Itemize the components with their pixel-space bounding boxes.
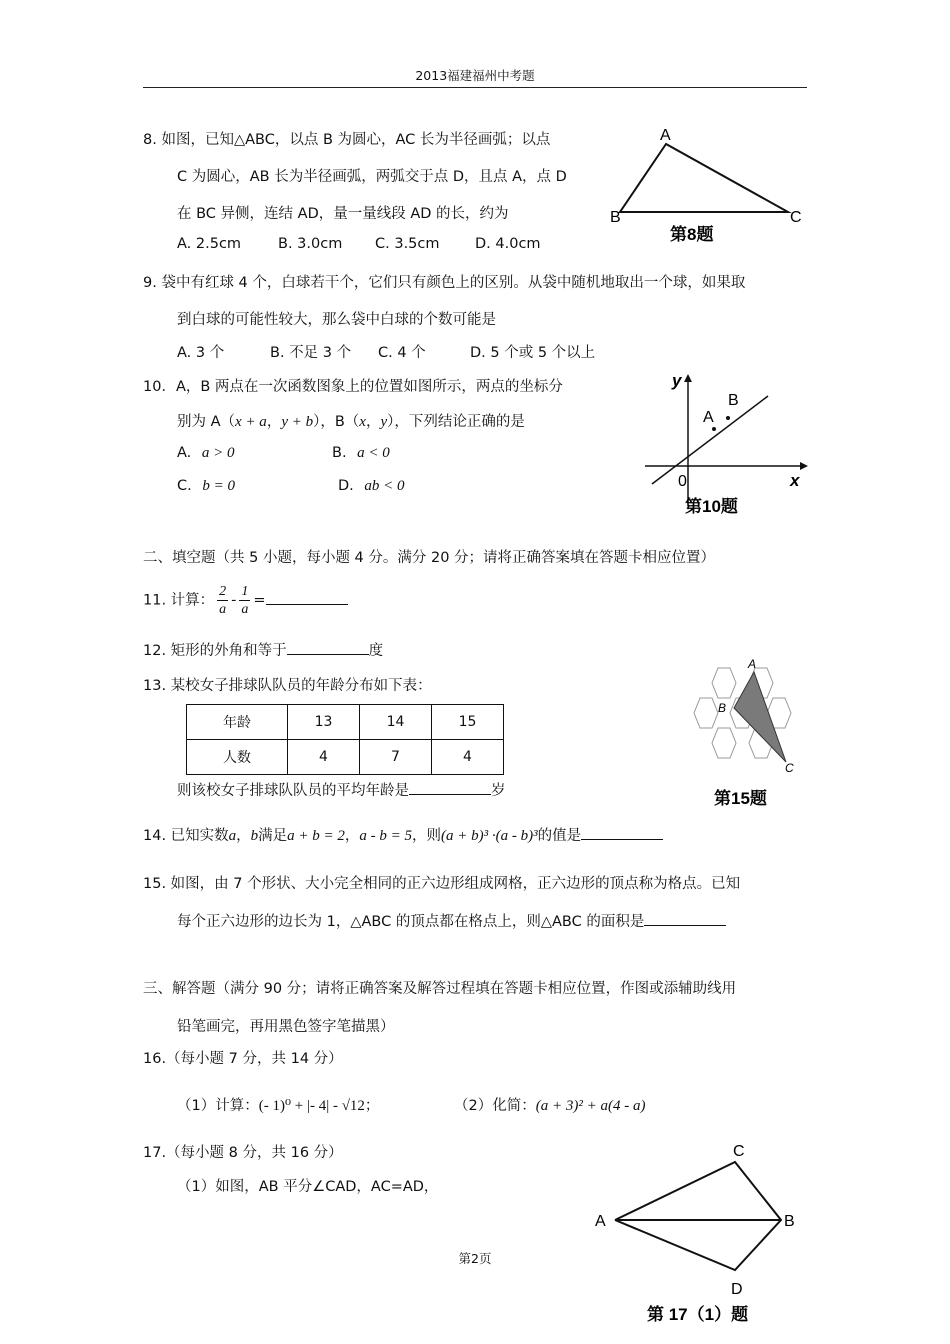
q11-label: 11. 计算：: [143, 592, 215, 609]
q17-part1: （1）如图，AB 平分∠CAD，AC=AD，: [177, 1179, 439, 1195]
q10-option-b-expr: a < 0: [357, 445, 390, 461]
point-b-label: B: [728, 392, 739, 409]
q14-sep: ，: [344, 828, 360, 844]
coord-a-y: y + b: [281, 414, 314, 430]
coord-comma: ，: [365, 414, 381, 430]
q8-figure: [600, 120, 820, 250]
q9-line2: 到白球的可能性较大，那么袋中白球的个数可能是: [177, 312, 496, 328]
q10-figure: [640, 366, 815, 521]
fraction-1-over-a: [239, 583, 250, 618]
table-header-cell: 人数: [187, 740, 288, 775]
table-cell: 4: [432, 740, 504, 775]
q8-option-d: D. 4.0cm: [475, 236, 541, 252]
q10-option-b-label: B.: [332, 445, 347, 461]
fraction-2-over-a: [217, 583, 228, 618]
table-cell: 13: [288, 705, 360, 740]
triangle-abc: [620, 144, 788, 212]
origin-label: 0: [678, 473, 687, 490]
table-cell: 15: [432, 705, 504, 740]
label-c: C: [733, 1143, 745, 1160]
q12: [143, 639, 383, 660]
q11-minus: -: [231, 592, 237, 609]
hexagon: [712, 668, 736, 698]
q13-question: 则该校女子排球队队员的平均年龄是: [177, 783, 409, 799]
figure-caption: 第8题: [670, 225, 714, 244]
table-row: [187, 705, 504, 740]
q16-part1-label: （1）计算：: [177, 1098, 259, 1114]
answer-blank: [266, 590, 348, 605]
q16-part2-label: （2）化简：: [454, 1098, 536, 1114]
q8-line2: C 为圆心，AB 长为半径画弧，两弧交于点 D，且点 A，点 D: [177, 169, 567, 185]
frac2-den: a: [241, 602, 249, 617]
q10-line2-post: ），下列结论正确的是: [387, 414, 525, 430]
label-a: A: [595, 1213, 606, 1230]
q9-option-b: B. 不足 3 个: [270, 345, 352, 361]
q16-part1: [177, 1094, 379, 1115]
q16-part2-expr: (a + 3)² + a(4 - a): [535, 1098, 646, 1114]
hexagon: [712, 728, 736, 758]
equation-2: a - b = 5: [359, 828, 413, 844]
hexagon: [694, 698, 718, 728]
q10-line2: [177, 410, 525, 431]
frac2-num: 1: [241, 584, 249, 599]
axis-y-label: y: [672, 371, 682, 390]
q16-title: 16.（每小题 7 分，共 14 分）: [143, 1051, 343, 1067]
q10-line2-pre: 别为 A（: [177, 414, 236, 430]
q10-option-a-label: A.: [177, 445, 192, 461]
q15-question: 每个正六边形的边长为 1，△ABC 的顶点都在格点上，则△ABC 的面积是: [177, 914, 645, 930]
y-axis-arrow: [684, 374, 692, 382]
q13-line2: [177, 779, 506, 800]
q12-text: 12. 矩形的外角和等于: [143, 643, 287, 659]
q9-option-c: C. 4 个: [378, 345, 426, 361]
q15-figure: [688, 654, 803, 809]
section3-line1: 三、解答题（满分 90 分；请将正确答案及解答过程填在答题卡相应位置，作图或添辅助线用: [143, 981, 737, 997]
q15-line1: 15. 如图，由 7 个形状、大小完全相同的正六边形组成网格，正六边形的顶点称为格点。已知: [143, 876, 741, 892]
q16-part1-expr: (- 1)⁰ + |- 4| - √12: [258, 1098, 365, 1114]
q10-option-d-label: D.: [338, 478, 354, 494]
q14-comma: ，: [236, 828, 251, 844]
triangle-abc: [734, 672, 786, 762]
point-a-label: A: [703, 409, 714, 426]
q11: [143, 583, 348, 623]
q11-equals: =: [253, 592, 266, 609]
q8-line1: 8. 如图，已知△ABC，以点 B 为圆心，AC 长为半径画弧；以点: [143, 132, 551, 148]
label-c: C: [785, 761, 794, 775]
q8-option-a: A. 2.5cm: [177, 236, 242, 252]
q9-line1: 9. 袋中有红球 4 个，白球若干个，它们只有颜色上的区别。从袋中随机地取出一个球，如果取: [143, 275, 746, 291]
equation-1: a + b = 2: [287, 828, 345, 844]
q17-figure: [585, 1138, 805, 1338]
coord-b-x: x: [359, 414, 366, 430]
q14-then: ，则: [412, 828, 442, 844]
table-cell: 4: [288, 740, 360, 775]
answer-blank: [644, 911, 726, 926]
q15-line2: [177, 910, 726, 931]
q12-unit: 度: [368, 643, 384, 659]
label-d: D: [731, 1281, 743, 1298]
q10-option-a: [177, 445, 235, 462]
label-a: A: [660, 127, 671, 144]
table-row: [187, 740, 504, 775]
q14: [143, 824, 663, 845]
q8-option-b: B. 3.0cm: [278, 236, 343, 252]
page-number: 第2页: [458, 1251, 492, 1266]
expression: (a + b)³ ·(a - b)³: [441, 828, 538, 844]
point-a: [712, 427, 716, 431]
figure-caption: 第 17（1）题: [647, 1305, 749, 1324]
q10-option-c: [177, 478, 235, 495]
page-header: 2013福建福州中考题: [415, 68, 535, 83]
q10-option-d: [338, 478, 405, 495]
answer-blank: [581, 825, 663, 840]
frac1-den: a: [219, 602, 227, 617]
figure-caption: 第15题: [714, 789, 767, 808]
q16-part2: [454, 1094, 645, 1115]
coord-a-x: x + a: [235, 414, 267, 430]
label-b: B: [784, 1213, 795, 1230]
frac1-num: 2: [219, 584, 227, 599]
q10-option-c-expr: b = 0: [202, 478, 235, 494]
q14-mid: 满足: [258, 828, 288, 844]
answer-blank: [287, 640, 369, 655]
q13-unit: 岁: [491, 783, 506, 799]
label-a: A: [748, 657, 757, 671]
label-b: B: [610, 209, 621, 226]
label-b: B: [718, 701, 727, 715]
figure-caption: 第10题: [685, 497, 738, 516]
q10-line2-mid: ），B（: [313, 414, 360, 430]
axis-x-label: x: [790, 471, 800, 490]
q16-part1-end: ；: [364, 1098, 380, 1114]
q9-option-a: A. 3 个: [177, 345, 225, 361]
q10-option-a-expr: a > 0: [201, 445, 235, 461]
section2-heading: 二、填空题（共 5 小题，每小题 4 分。满分 20 分；请将正确答案填在答题卡相应位置）: [143, 550, 716, 566]
q10-option-d-expr: ab < 0: [364, 478, 405, 494]
q17-title: 17.（每小题 8 分，共 16 分）: [143, 1145, 343, 1161]
table-cell: 14: [360, 705, 432, 740]
coord-sep: ，: [266, 414, 282, 430]
q9-option-d: D. 5 个或 5 个以上: [470, 345, 596, 361]
coord-b-y: y: [380, 414, 388, 430]
point-b: [726, 416, 730, 420]
q10-line1: 10．A，B 两点在一次函数图象上的位置如图所示，两点的坐标分: [143, 379, 563, 395]
q10-option-c-label: C.: [177, 478, 192, 494]
age-distribution-table: [186, 704, 504, 775]
q10-option-b: [332, 445, 390, 462]
q8-line3: 在 BC 异侧，连结 AD，量一量线段 AD 的长，约为: [177, 206, 509, 222]
table-cell: 7: [360, 740, 432, 775]
header-rule: [143, 87, 807, 88]
var-b: b: [250, 828, 259, 844]
var-a: a: [228, 828, 237, 844]
label-c: C: [790, 209, 802, 226]
x-axis-arrow: [800, 462, 808, 470]
table-header-cell: 年龄: [187, 705, 288, 740]
section3-line2: 铅笔画完，再用黑色签字笔描黑）: [177, 1019, 395, 1035]
q14-pre: 14. 已知实数: [143, 828, 229, 844]
q14-post: 的值是: [537, 828, 582, 844]
answer-blank: [409, 780, 491, 795]
q8-option-c: C. 3.5cm: [375, 236, 440, 252]
q13-line1: 13. 某校女子排球队队员的年龄分布如下表：: [143, 678, 432, 694]
